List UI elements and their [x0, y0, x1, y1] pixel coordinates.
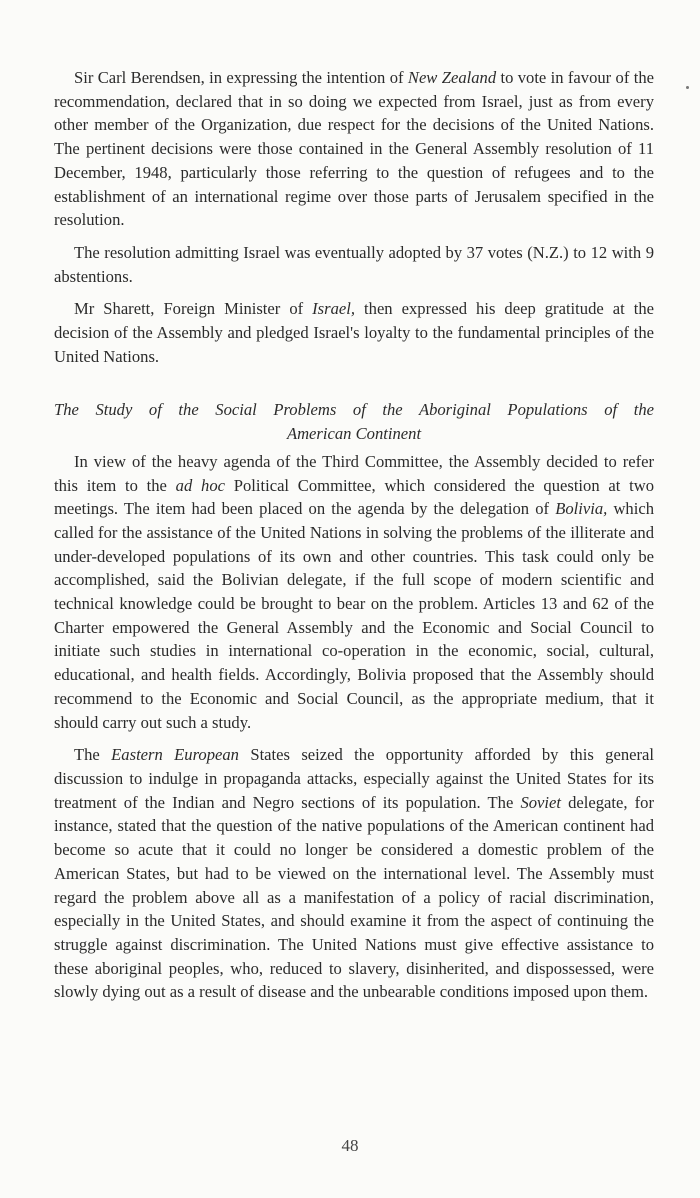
text-run: then expressed his deep gratitude at the decision of the Assembly and pledged Israel's loyalty to the fundamental principles of the United Nations.: [54, 299, 654, 366]
text-run: to vote in favour of the recommendation, declared that in so doing we expected from Israel, just as from every other member of the Organization, due respect for the decisions of the United Nations. The pertinent decisions were those contained in the General Assembly resolution of 11 December, 1948, particularly those referring to the question of refugees and to the establishment of an international regime over those parts of Jerusalem specified in the resolution.: [54, 68, 654, 230]
italic-run: Eastern European: [111, 745, 239, 765]
italic-run: Bolivia,: [555, 499, 608, 519]
scan-speck: [686, 86, 689, 89]
italic-run: Israel,: [312, 299, 356, 319]
text-run: Sir Carl Berendsen, in expressing the intention of: [74, 68, 408, 87]
page-number: 48: [341, 1136, 359, 1155]
italic-run: Soviet: [520, 792, 561, 812]
text-run: In view of the heavy agenda of the Third Committee, the Assembly decided to refer this item to the: [54, 451, 654, 495]
text-run: Political Committee, which considered the question at two meetings. The item had been placed on the agenda by the delegation of: [54, 475, 655, 519]
italic-run: ad hoc: [175, 475, 225, 495]
paragraph: [54, 450, 654, 734]
text-run: which called for the assistance of the United Nations in solving the problems of the illiterate and under-developed populations of its own and other countries. This task could only be accomplished, said the Bolivian delegate, if the full scope of modern scientific and technical knowledge could be brought to bear on the problem. Articles 13 and 62 of the Charter empowered the General Assembly and the Economic and Social Council to initiate such studies in international co-operation in the economic, social, cultural, educational, and health fields. Accordingly, Bolivia proposed that the Assembly should recommend to the Economic and Social Council, as the appropriate medium, that it should carry out such a study.: [54, 499, 654, 732]
section-heading: [54, 398, 654, 445]
heading-line-2: American Continent: [286, 424, 422, 444]
italic-run: New Zealand: [407, 68, 497, 87]
paragraph: [54, 297, 654, 368]
text-run: States seized the opportunity afforded by this general discussion to indulge in propaganda attacks, especially against the United States for its treatment of the Indian and Negro sections of its population. The: [54, 745, 654, 812]
paragraph: [54, 66, 654, 232]
paragraph: [54, 241, 654, 288]
text-run: The: [74, 745, 112, 765]
text-run: delegate, for instance, stated that the question of the native populations of the American continent had become so acute that it could no longer be considered a domestic problem of the American States, but had to be viewed on the international level. The Assembly must regard the problem above all as a manifestation of a policy of racial discrimination, especially in the United States, and should examine it from the aspect of continuing the struggle against discrimination. The United Nations must give effective assistance to these aboriginal peoples, who, reduced to slavery, disinherited, and dispossessed, were slowly dying out as a result of disease and the unbearable conditions imposed upon them.: [54, 792, 654, 1002]
paragraph: [54, 743, 654, 1004]
text-run: Mr Sharett, Foreign Minister of: [74, 299, 313, 319]
body-text: [54, 66, 654, 1004]
section-aboriginal-populations: [54, 450, 654, 1004]
section-new-zealand-israel: [54, 66, 654, 368]
text-run: The resolution admitting Israel was eventually adopted by 37 votes (N.Z.) to 12 with 9 abstentions.: [54, 242, 654, 286]
heading-line-1: The Study of the Social Problems of the Aboriginal Populations of the: [54, 400, 654, 420]
